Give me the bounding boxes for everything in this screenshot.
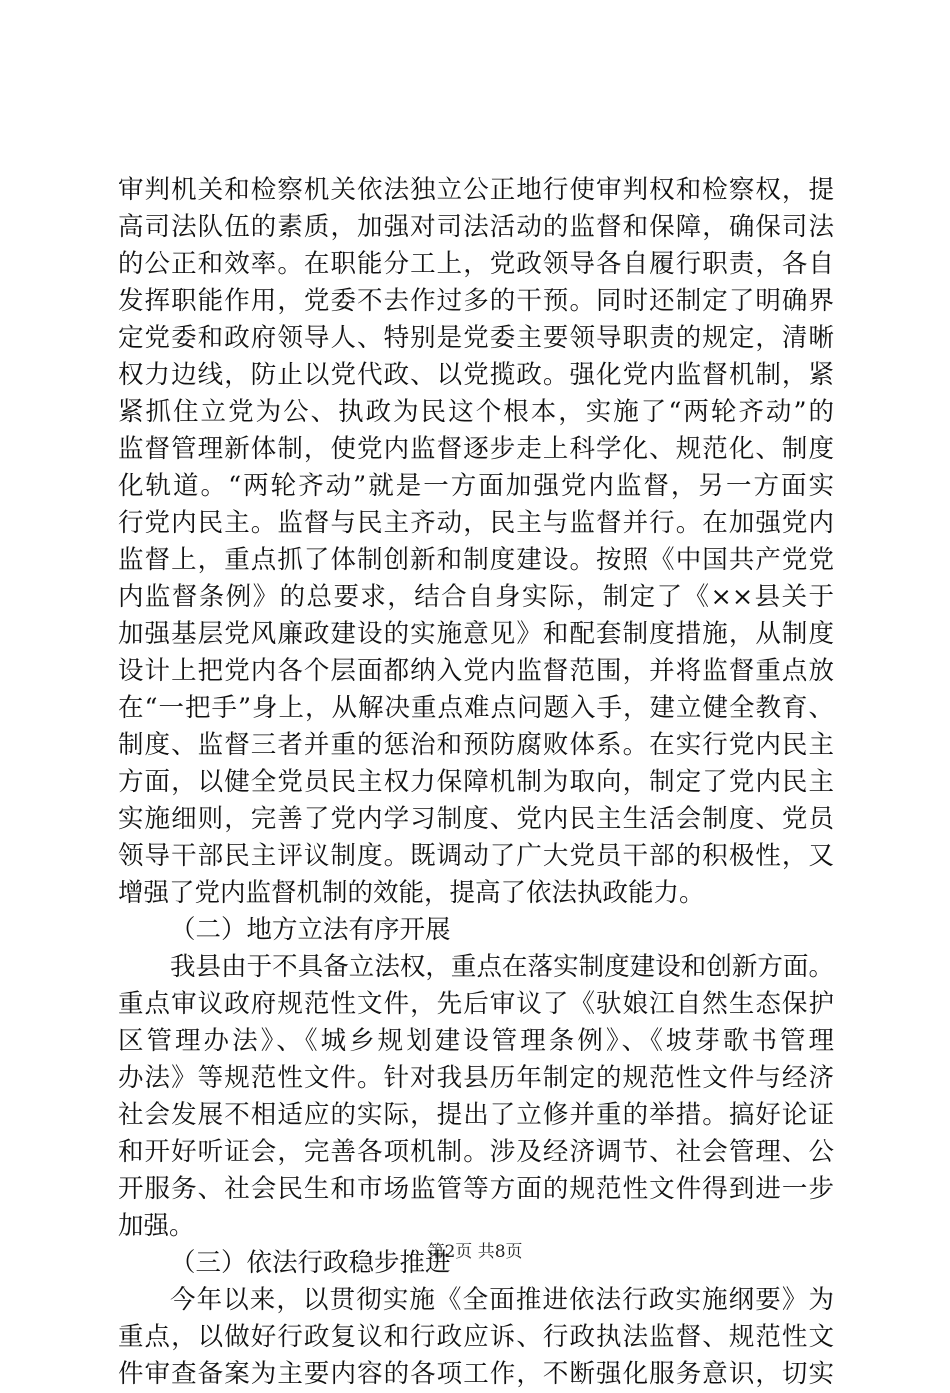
text-line: 监督管理新体制，使党内监督逐步走上科学化、规范化、制度: [118, 434, 834, 464]
text-line: 内监督条例》的总要求，结合自身实际，制定了《××县关于: [118, 582, 834, 612]
text-line: 办法》等规范性文件。针对我县历年制定的规范性文件与经济: [118, 1063, 834, 1093]
text-line: 设计上把党内各个层面都纳入党内监督范围，并将监督重点放: [118, 656, 834, 686]
page-number-footer: 第2页 共8页: [427, 1242, 523, 1262]
text-line: 在“一把手”身上，从解决重点难点问题入手，建立健全教育、: [118, 693, 834, 723]
paragraph-first-line: 今年以来，以贯彻实施《全面推进依法行政实施纲要》为: [170, 1285, 834, 1315]
text-line: 加强基层党风廉政建设的实施意见》和配套制度措施，从制度: [118, 619, 834, 649]
text-line: 行党内民主。监督与民主齐动，民主与监督并行。在加强党内: [118, 508, 834, 538]
text-line: 定党委和政府领导人、特别是党委主要领导职责的规定，清晰: [118, 323, 834, 353]
text-line: 化轨道。“两轮齐动”就是一方面加强党内监督，另一方面实: [118, 471, 834, 501]
paragraph-end-line: 加强。: [118, 1211, 195, 1241]
text-line: 实施细则，完善了党内学习制度、党内民主生活会制度、党员: [118, 804, 834, 834]
text-line: 发挥职能作用，党委不去作过多的干预。同时还制定了明确界: [118, 286, 834, 316]
paragraph-end-line: 增强了党内监督机制的效能，提高了依法执政能力。: [118, 878, 705, 908]
text-line: 件审查备案为主要内容的各项工作，不断强化服务意识，切实: [118, 1359, 834, 1389]
text-line: 制度、监督三者并重的惩治和预防腐败体系。在实行党内民主: [118, 730, 834, 760]
text-line: 的公正和效率。在职能分工上，党政领导各自履行职责，各自: [118, 249, 834, 279]
text-line: 监督上，重点抓了体制创新和制度建设。按照《中国共产党党: [118, 545, 834, 575]
text-line: 和开好听证会，完善各项机制。涉及经济调节、社会管理、公: [118, 1137, 834, 1167]
section-heading: （二）地方立法有序开展: [170, 915, 451, 945]
text-line: 区管理办法》、《城乡规划建设管理条例》、《坡芽歌书管理: [118, 1026, 834, 1056]
text-line: 方面，以健全党员民主权力保障机制为取向，制定了党内民主: [118, 767, 834, 797]
section-heading: （三）依法行政稳步推进: [170, 1248, 451, 1278]
text-line: 开服务、社会民生和市场监管等方面的规范性文件得到进一步: [118, 1174, 834, 1204]
text-line: 审判机关和检察机关依法独立公正地行使审判权和检察权，提: [118, 175, 834, 205]
text-line: 领导干部民主评议制度。既调动了广大党员干部的积极性，又: [118, 841, 834, 871]
body-text: [118, 172, 834, 1393]
text-line: 紧抓住立党为公、执政为民这个根本，实施了“两轮齐动”的: [118, 397, 834, 427]
text-line: 高司法队伍的素质，加强对司法活动的监督和保障，确保司法: [118, 212, 834, 242]
text-line: 重点审议政府规范性文件，先后审议了《驮娘江自然生态保护: [118, 989, 834, 1019]
text-line: 社会发展不相适应的实际，提出了立修并重的举措。搞好论证: [118, 1100, 834, 1130]
text-line: 重点，以做好行政复议和行政应诉、行政执法监督、规范性文: [118, 1322, 834, 1352]
paragraph-first-line: 我县由于不具备立法权，重点在落实制度建设和创新方面。: [170, 952, 834, 982]
text-line: 权力边线，防止以党代政、以党揽政。强化党内监督机制，紧: [118, 360, 834, 390]
